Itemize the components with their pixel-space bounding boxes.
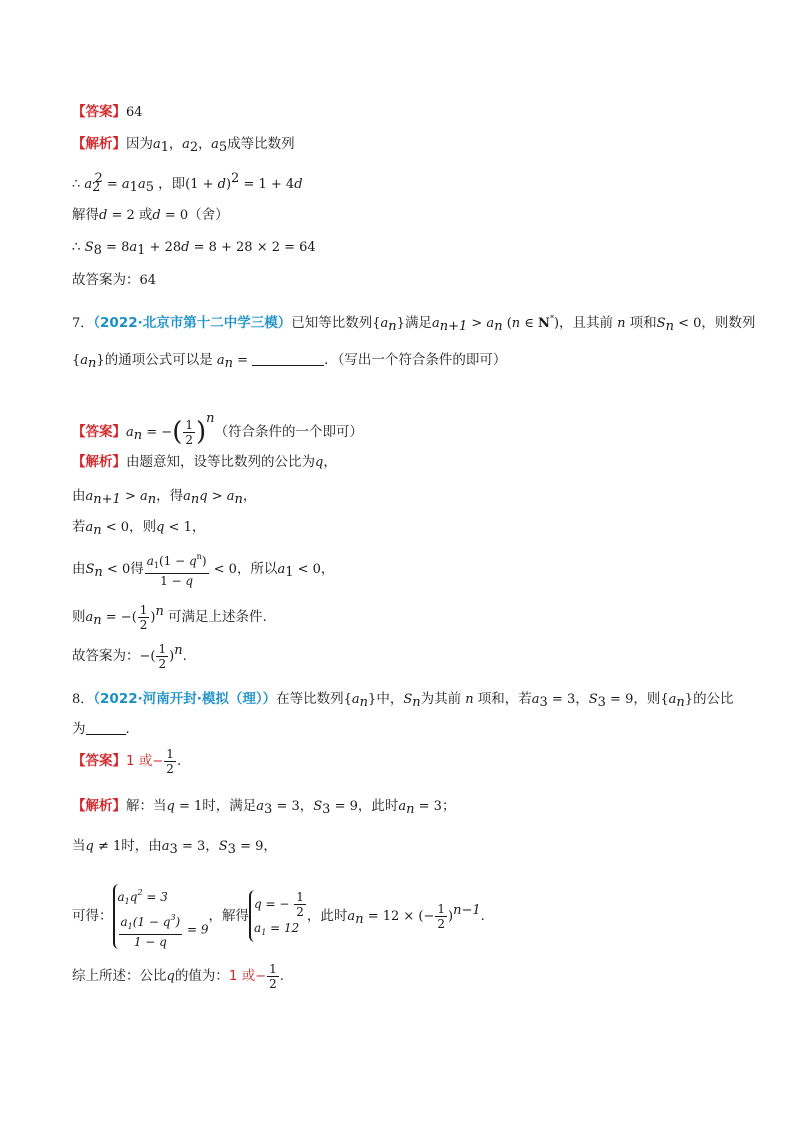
analysis-row-6-5: 故答案为：64 (72, 272, 157, 288)
analysis-row-6-4: ∴ $S_8 = 8a_1 + 28d = 8 + 28 \times 2 = 64$ (72, 239, 316, 258)
question-number: 8． (72, 692, 94, 707)
analysis-row-8-1: 【解析】解：当q = 1时，满足$a_3 = 3$，$S_3 = 9$，此时$a_n = 3$； (72, 798, 456, 817)
question-number: 7． (72, 316, 94, 331)
answer-label: 【答案】 (72, 424, 126, 440)
question-8-stem: 8．（2022·河南开封·模拟（理））在等比数列$\{a_n\}$中，$S_n$为其前 n 项和，若$a_3 = 3$，$S_3 = 9$，则$\{a_n\}$的公比 (72, 691, 734, 710)
analysis-row-8-4: 综上所述：公比q的值为：1 或− $\frac{1}{2}$ . (72, 961, 284, 991)
analysis-label: 【解析】 (72, 798, 126, 814)
analysis-label: 【解析】 (72, 136, 126, 152)
answer-value: 64 (126, 105, 143, 120)
analysis-row-6-2: ∴ $a_2^2 = a_1a_5$ ，即$(1 + d)^2 = 1 + 4d$ (72, 171, 303, 195)
question-source: （2022·北京市第十二中学三模） (93, 315, 292, 331)
analysis-row-7-1: 【解析】由题意知，设等比数列的公比为q， (72, 454, 337, 470)
answer-row-8: 【答案】1 或− $\frac{1}{2}$ . (72, 746, 182, 776)
answer-row-6 (72, 102, 143, 123)
answer-blank[interactable] (86, 720, 126, 735)
analysis-row-8-3: 可得： $a_1q^2 = 3$ $\frac{a_1(1 - q^3)}{1 - q}$ = 9 ，解得 q = − $\frac{1}{2}$ $a_1 = 12$ ，此时$a_n = 12$ × (− $\frac{1}{2}$ )$^{n-1}$. (72, 881, 485, 950)
analysis-row-7-4: 由$S_n < 0$得 $\frac{a_1(1 - q^n)}{1 - q}$ < 0，所以$a_1 < 0$， (72, 552, 335, 588)
analysis-row-6-1: 【解析】因为$a_1$，$a_2$，$a_5$成等比数列 (72, 136, 295, 155)
question-source: （2022·河南开封·模拟（理）） (93, 691, 277, 707)
question-7-stem-2: $\{a_n\}$的通项公式可以是 $a_n$ = ．（写出一个符合条件的即可） (72, 352, 507, 371)
analysis-label: 【解析】 (72, 454, 126, 470)
answer-label: 【答案】 (72, 104, 126, 120)
analysis-row-7-5: 则$a_n$ = −( $\frac{1}{2}$ )$^n$ 可满足上述条件. (72, 602, 267, 632)
analysis-row-7-2: 由$a_{n+1} > a_n$，得$a_nq > a_n$， (72, 488, 257, 507)
analysis-row-6-3: 解得d = 2 或d = 0（舍） (72, 207, 229, 223)
analysis-row-7-6: 故答案为：−( $\frac{1}{2}$ )$^n$. (72, 641, 187, 671)
question-8-stem-2: 为 ． (72, 721, 139, 737)
analysis-row-8-2: 当q ≠ 1时，由$a_3 = 3$，$S_3 = 9$， (72, 838, 277, 857)
answer-blank[interactable] (252, 351, 324, 366)
question-7-stem: 7．（2022·北京市第十二中学三模）已知等比数列$\{a_n\}$满足$a_{n+1} > a_n$ (n ∈ N*)，且其前 n 项和$S_n < 0$，则数列 (72, 314, 756, 334)
answer-label: 【答案】 (72, 753, 126, 769)
answer-row-7: 【答案】$a_n$ = −( $\frac{1}{2}$ )$^n$（符合条件的一个即可） (72, 411, 364, 447)
analysis-row-7-3: 若$a_n < 0$，则q < 1， (72, 519, 206, 538)
